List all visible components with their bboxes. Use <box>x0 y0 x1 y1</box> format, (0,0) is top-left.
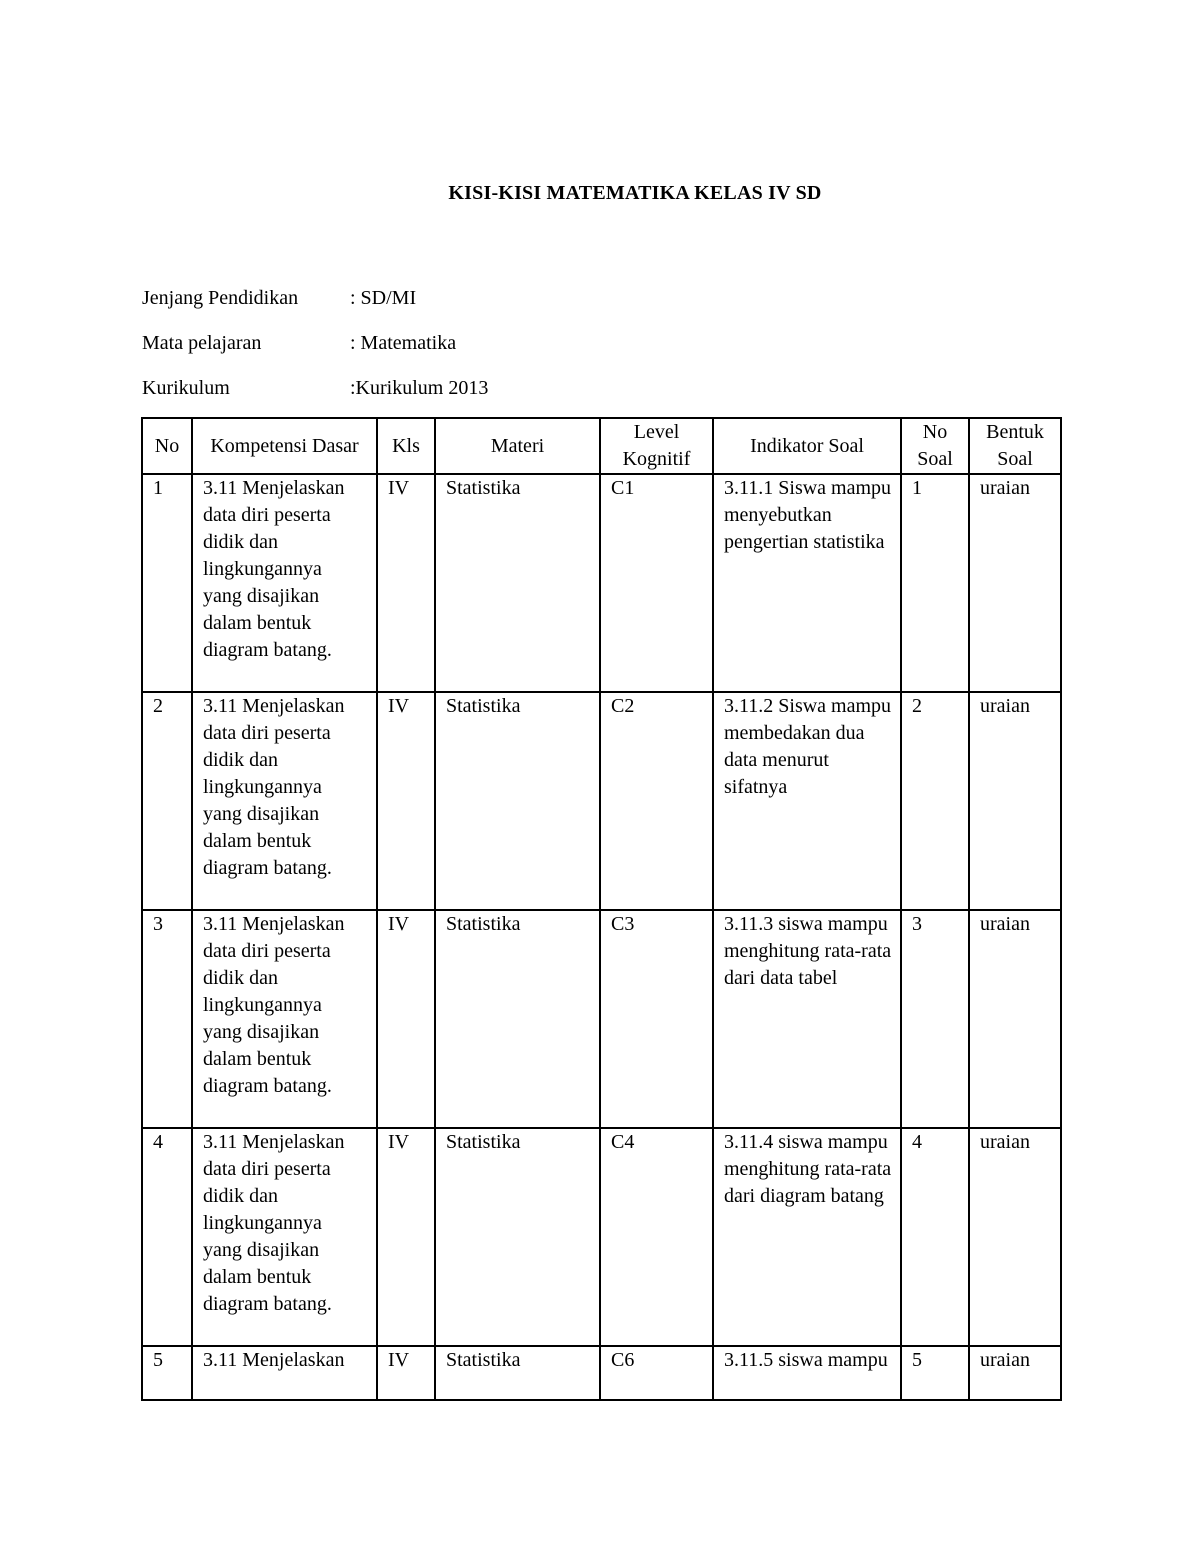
table-row <box>142 1346 1061 1400</box>
cell-kompetensi-dasar: 3.11 Menjelaskan data diri peserta didik dan lingkungannya yang disajikan dalam bentuk diagram batang. <box>192 1128 377 1346</box>
meta-label: Kurikulum <box>142 377 230 399</box>
cell-level: C2 <box>600 692 713 910</box>
cell-indikator: 3.11.3 siswa mampu menghitung rata-rata dari data tabel <box>713 910 901 1128</box>
cell-bentuk: uraian <box>969 1346 1061 1400</box>
meta-mapel <box>142 331 456 355</box>
cell-no-soal: 2 <box>901 692 969 910</box>
cell-kompetensi-dasar: 3.11 Menjelaskan <box>192 1346 377 1400</box>
meta-kurikulum <box>142 376 488 400</box>
cell-no-soal: 5 <box>901 1346 969 1400</box>
cell-level: C1 <box>600 474 713 692</box>
cell-indikator: 3.11.4 siswa mampu menghitung rata-rata dari diagram batang <box>713 1128 901 1346</box>
cell-bentuk: uraian <box>969 910 1061 1128</box>
cell-kls: IV <box>377 474 435 692</box>
meta-label: Mata pelajaran <box>142 332 262 354</box>
table-row <box>142 1128 1061 1346</box>
cell-indikator: 3.11.2 Siswa mampu membedakan dua data menurut sifatnya <box>713 692 901 910</box>
cell-no-soal: 1 <box>901 474 969 692</box>
header-no-soal: No Soal <box>901 418 969 474</box>
cell-no: 1 <box>142 474 192 692</box>
cell-kls: IV <box>377 1128 435 1346</box>
header-kompetensi-dasar: Kompetensi Dasar <box>192 418 377 474</box>
page-title: KISI-KISI MATEMATIKA KELAS IV SD <box>448 182 822 204</box>
table-header-row <box>142 418 1061 474</box>
cell-kompetensi-dasar: 3.11 Menjelaskan data diri peserta didik dan lingkungannya yang disajikan dalam bentuk diagram batang. <box>192 910 377 1128</box>
meta-jenjang <box>142 286 416 310</box>
cell-materi: Statistika <box>435 692 600 910</box>
header-kls: Kls <box>377 418 435 474</box>
cell-bentuk: uraian <box>969 1128 1061 1346</box>
cell-kls: IV <box>377 1346 435 1400</box>
cell-level: C3 <box>600 910 713 1128</box>
cell-no: 5 <box>142 1346 192 1400</box>
cell-no-soal: 4 <box>901 1128 969 1346</box>
cell-materi: Statistika <box>435 1128 600 1346</box>
cell-materi: Statistika <box>435 910 600 1128</box>
cell-no: 2 <box>142 692 192 910</box>
header-materi: Materi <box>435 418 600 474</box>
meta-label: Jenjang Pendidikan <box>142 287 299 309</box>
meta-value: : SD/MI <box>350 287 417 309</box>
cell-level: C6 <box>600 1346 713 1400</box>
cell-bentuk: uraian <box>969 692 1061 910</box>
cell-indikator: 3.11.5 siswa mampu <box>713 1346 901 1400</box>
cell-materi: Statistika <box>435 474 600 692</box>
cell-no: 4 <box>142 1128 192 1346</box>
header-no: No <box>142 418 192 474</box>
cell-kompetensi-dasar: 3.11 Menjelaskan data diri peserta didik dan lingkungannya yang disajikan dalam bentuk diagram batang. <box>192 692 377 910</box>
cell-no-soal: 3 <box>901 910 969 1128</box>
table-row <box>142 910 1061 1128</box>
header-indikator-soal: Indikator Soal <box>713 418 901 474</box>
meta-value: :Kurikulum 2013 <box>350 377 489 399</box>
cell-kls: IV <box>377 692 435 910</box>
cell-kls: IV <box>377 910 435 1128</box>
header-bentuk-soal: Bentuk Soal <box>969 418 1061 474</box>
cell-level: C4 <box>600 1128 713 1346</box>
cell-bentuk: uraian <box>969 474 1061 692</box>
table-row <box>142 474 1061 692</box>
header-level-kognitif: Level Kognitif <box>600 418 713 474</box>
cell-kompetensi-dasar: 3.11 Menjelaskan data diri peserta didik dan lingkungannya yang disajikan dalam bentuk diagram batang. <box>192 474 377 692</box>
cell-materi: Statistika <box>435 1346 600 1400</box>
meta-value: : Matematika <box>350 332 457 354</box>
cell-indikator: 3.11.1 Siswa mampu menyebutkan pengertian statistika <box>713 474 901 692</box>
table-row <box>142 692 1061 910</box>
kisi-table <box>141 417 1062 1401</box>
cell-no: 3 <box>142 910 192 1128</box>
